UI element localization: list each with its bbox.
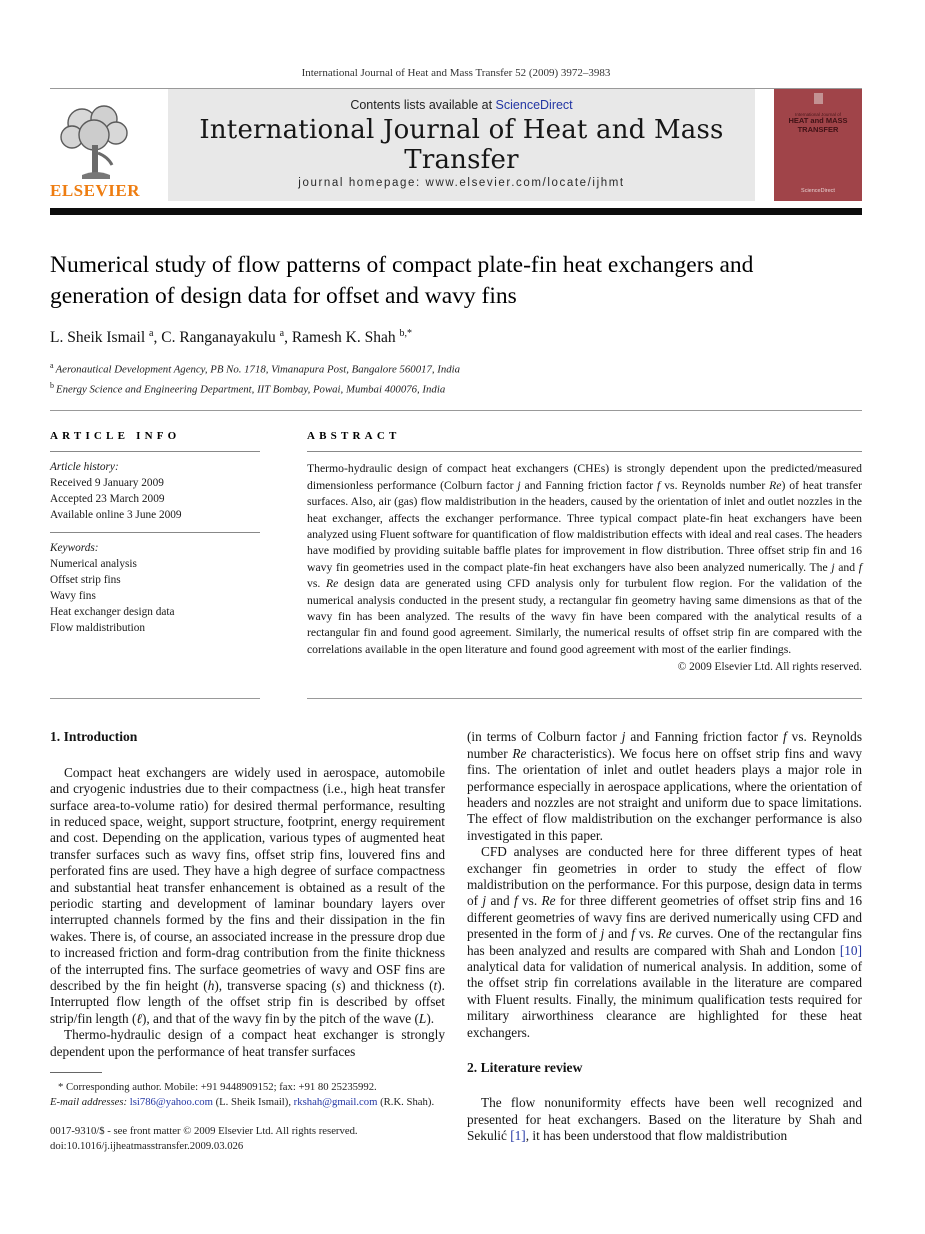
cover-title-line2: HEAT and MASS	[788, 116, 848, 125]
intro-paragraph-1: Compact heat exchangers are widely used in aerospace, automobile and cryogenic industries due to their compactness (i.e., high heat transfer surface area-to-volume ratio) for desired thermal performance, resulting in reduced space, weight, support structure, footprint, energy requirement and cost. Depending on the application, various types of augmented heat transfer surfaces such as wavy fins, offset strip fins, louvered fins and perforated fins are used. They have a high degree of surface compactness and substantial heat transfer enhancement is obtained as a result of the periodic starting and development of laminar boundary layers over interrupted channels formed by the fins and their dissipation in the fin wakes. There is, of course, an associated increase in the pressure drop due to increased friction and form-drag contribution from the finite thickness of the interrupted fins. The surface geometries of wavy and OSF fins are described by the fin height (h), transverse spacing (s) and thickness (t). Interrupted flow length of the offset strip fin is described by offset strip/fin length (ℓ), and that of the wavy fin by the pitch of the wave (L).	[50, 764, 445, 1026]
elsevier-tree-icon	[52, 101, 138, 183]
sciencedirect-link[interactable]: ScienceDirect	[495, 98, 573, 112]
section-heading-literature-review: 2. Literature review	[467, 1060, 583, 1076]
affiliations	[50, 358, 862, 397]
banner-gray-box	[168, 89, 755, 201]
affiliation-b: $^b$ Energy Science and Engineering Department, IIT Bombay, Powai, Mumbai 400076, India	[50, 380, 446, 396]
contents-prefix: Contents lists available at	[350, 98, 496, 112]
abstract-heading: ABSTRACT	[307, 430, 401, 443]
article-history-label: Article history:	[50, 461, 119, 474]
meta-column-gap	[260, 411, 307, 699]
article-info-abstract-block	[50, 411, 862, 699]
keywords-rule	[50, 532, 260, 533]
intro-paragraph-2-continued: (in terms of Colburn factor j and Fanning friction factor f vs. Reynolds number Re characteristics). We focus here on offset strip fins and wavy fins. The orientation of inlet and outlet headers plays a major role in performance especially in aerospace applications, where the orientation of headers and nozzles are not straight and uniform due to space limitations. The effect of flow maldistribution on the exchanger performance is also investigated in this paper.	[467, 729, 862, 843]
journal-homepage-link[interactable]: journal homepage: www.elsevier.com/locate/ijhmt	[298, 177, 625, 189]
author-line: L. Sheik Ismail $^a$, C. Ranganayakulu $^a$, Ramesh K. Shah $^{b,*}$	[50, 328, 412, 347]
contents-line	[174, 98, 749, 112]
body-column-left	[50, 729, 445, 1154]
keyword-item: Wavy fins	[50, 590, 96, 603]
journal-title: International Journal of Heat and Mass Transfer	[199, 114, 724, 175]
footnote-line1: * Corresponding author. Mobile: +91 9448909152; fax: +91 80 25235992.	[58, 1081, 377, 1094]
footer-doi-line: doi:10.1016/j.ijheatmasstransfer.2009.03.026	[50, 1140, 244, 1153]
article-history	[50, 459, 260, 523]
corresponding-author-footnote	[50, 1072, 445, 1110]
keyword-item: Flow maldistribution	[50, 622, 146, 635]
abstract-heading-rule	[307, 451, 862, 452]
elsevier-logo[interactable]	[50, 89, 168, 201]
footer-issn-line: 0017-9310/$ - see front matter © 2009 Elsevier Ltd. All rights reserved.	[50, 1125, 358, 1138]
elsevier-wordmark: ELSEVIER	[50, 181, 140, 200]
history-available: Available online 3 June 2009	[50, 509, 182, 522]
article-info-column	[50, 411, 260, 699]
journal-cover-column	[755, 89, 862, 201]
body-column-right	[467, 729, 862, 1154]
history-received: Received 9 January 2009	[50, 477, 164, 490]
footnote-line2: E-mail addresses: lsi786@yahoo.com (L. Sheik Ismail), rkshah@gmail.com (R.K. Shah).	[50, 1096, 435, 1109]
abstract-text: Thermo-hydraulic design of compact heat exchangers (CHEs) is strongly dependent upon the predicted/measured dimensionless performance (Colburn factor j and Fanning friction factor f vs. Reynolds number Re) of heat transfer surfaces. Also, air (gas) flow maldistribution in the headers, caused by the orientation of inlet and outlet nozzles in the heat exchanger, affects the exchanger performance. Three typical compact plate-fin heat exchangers have been analyzed using Fluent software for quantification of flow maldistribution effects with ideal and real cases. The headers have modified by providing suitable baffle plates for improvement in flow distribution. Three offset strip fin and 16 wavy fin geometries used in the compact plate-fin heat exchangers have also been analyzed numerically. The j and f vs. Re design data are generated using CFD analysis only for turbulent flow region. For the validation of the numerical analysis conducted in the present study, a rectangular fin geometry having same dimensions as that of the wavy fin has been analyzed. The results of the wavy fin have been compared with the analytical results of a rectangular fin and found good agreement. Similarly, the numerical results of offset strip fin are compared with the correlations available in the open literature and found good agreement with most of the earlier findings.	[307, 462, 862, 656]
article-title: Numerical study of flow patterns of compact plate-fin heat exchangers and generation of design data for offset and wavy fins	[50, 252, 754, 309]
keywords-list	[50, 540, 260, 636]
cover-sciencedirect-brand: ScienceDirect	[801, 188, 835, 194]
cover-title-line3: TRANSFER	[797, 124, 839, 134]
intro-paragraph-2: Thermo-hydraulic design of a compact heat exchanger is strongly dependent upon the performance of heat transfer surfaces	[50, 1027, 445, 1059]
abstract-column	[307, 411, 862, 699]
affiliation-a: $^a$ Aeronautical Development Agency, PB No. 1718, Vimanapura Post, Bangalore 560017, India	[50, 361, 461, 376]
keyword-item: Offset strip fins	[50, 574, 121, 587]
article-info-heading-rule	[50, 451, 260, 452]
keyword-item: Heat exchanger design data	[50, 606, 175, 619]
abstract-copyright: © 2009 Elsevier Ltd. All rights reserved.	[677, 661, 862, 674]
section-heading-introduction: 1. Introduction	[50, 729, 138, 745]
intro-paragraph-3: CFD analyses are conducted here for three different types of heat exchanger fin geometries in order to study the effect of flow maldistribution on the performance. For this purpose, design data in terms of j and f vs. Re for three different geometries of offset strip fins and 16 different geometries of wavy fins are derived numerically using CFD and presented in the form of j and f vs. Re curves. One of the rectangular fins has been analyzed and results are compared with Shah and London [10] analytical data for validation of numerical analysis. In addition, some of the offset strip fin correlations available in the literature are compared with Fluent results. Finally, the minimum qualification tests required for military airworthiness clearance are highlighted for these heat exchangers.	[467, 844, 863, 1040]
footnote-rule	[50, 1072, 102, 1073]
keyword-item: Numerical analysis	[50, 558, 137, 571]
keywords-label: Keywords:	[50, 542, 99, 555]
cover-title-small: International Journal of	[795, 112, 841, 117]
journal-cover-thumbnail[interactable]	[774, 89, 862, 201]
journal-cover-emblem-icon	[814, 93, 823, 104]
article-info-heading: ARTICLE INFO	[50, 430, 181, 443]
litreview-paragraph-1: The flow nonuniformity effects have been well recognized and presented for heat exchangers. Based on the literature by Shah and Sekulić [1], it has been understood that flow maldistribution	[467, 1095, 862, 1144]
page-footer	[50, 1124, 445, 1154]
banner-bottom-bar	[50, 208, 862, 215]
journal-banner	[50, 89, 862, 201]
running-head-citation: International Journal of Heat and Mass Transfer 52 (2009) 3972–3983	[301, 67, 611, 79]
article-body	[50, 729, 862, 1154]
history-accepted: Accepted 23 March 2009	[50, 493, 165, 506]
